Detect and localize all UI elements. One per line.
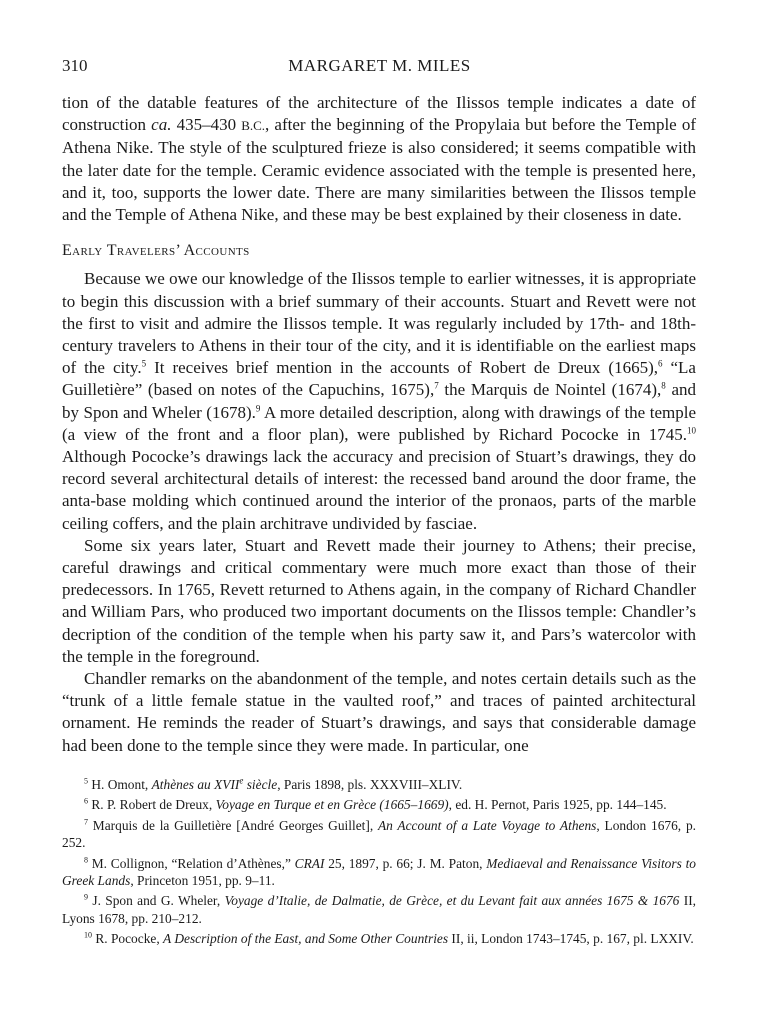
footnote-8: $^8$ M. Collignon, “Relation d’Athènes,” CRAI 25, 1897, p. 66; J. M. Paton, Mediaeval and Renaissance Visitors to Greek Lands, Princeton 1951, pp. 9–11. xyxy=(62,855,696,889)
running-head xyxy=(62,56,697,78)
paragraph: Some six years later, Stuart and Revett made their journey to Athens; their precise, careful drawings and critical commentary were much more exact than those of their predecessors. In 1765, Revett returned to Athens again, in the company of Richard Chandler and William Pars, who produced two important documents on the Ilissos temple: Chandler’s decription of the condition of the temple when his party saw it, and Pars’s watercolor with the temple in the foreground. xyxy=(62,535,696,666)
footnote-6: $^6$ R. P. Robert de Dreux, Voyage en Turque et en Grèce (1665–1669), ed. H. Pernot, Paris 1925, pp. 144–145. xyxy=(84,796,667,813)
body-text xyxy=(62,92,696,757)
paragraph: Because we owe our knowledge of the Ilissos temple to earlier witnesses, it is appropriate to begin this discussion with a brief summary of their accounts. Stuart and Revett were not the first to visit and admire the Ilissos temple. It was regularly included by 17th- and 18th-century travelers to Athens in their tour of the city, and it is identifiable on the earliest maps of the city.$^5$ It receives brief mention in the accounts of Robert de Dreux (1665),$^6$ “La Guilletière” (based on notes of the Capuchins, 1675),$^7$ the Marquis de Nointel (1674),$^8$ and by Spon and Wheler (1678).$^9$ A more detailed description, along with drawings of the temple (a view of the front and a floor plan), were published by Richard Pococke in 1745.10 Although Pococke’s drawings lack the accuracy and precision of Stuart’s drawings, they do record several architectural details of interest: the recessed band around the door frame, the anta-base molding which continued around the interior of the pronaos, parts of the marble ceiling coffers, and the plain architrave undivided by fasciae. xyxy=(62,269,696,533)
footnote-ref: 6 xyxy=(658,358,663,369)
footnote-7: $^7$ Marquis de la Guilletière [André Georges Guillet], An Account of a Late Voyage to Athens, London 1676, p. 252. xyxy=(62,817,696,851)
footnote-5: $^5$ H. Omont, Athènes au XVIIe siècle, Paris 1898, pls. XXXVIII–XLIV. xyxy=(84,775,463,792)
intro-paragraph: tion of the datable features of the architecture of the Ilissos temple indicates a date of construction ca. 435–430 B.C., after the beginning of the Propylaia but before the Temple of Athena Nike. The style of the sculptured frieze is also considered; it seems compatible with the later date for the temple. Ceramic evidence associated with the temple is presented here, and it, too, supports the lower date. There are many similarities between the Ilissos temple and the Temple of Athena Nike, and these may be best explained by their closeness in date. xyxy=(62,93,696,225)
section-heading: Early Travelers’ Accounts xyxy=(62,242,250,260)
footnote-ref: 5 xyxy=(141,358,147,369)
running-head-author: MARGARET M. MILES xyxy=(288,56,471,75)
footnote-ref: 9 xyxy=(255,402,261,413)
footnote-ref: 10 xyxy=(687,425,696,436)
footnotes xyxy=(62,776,696,951)
paragraph: Chandler remarks on the abandonment of the temple, and notes certain details such as the “trunk of a little female statue in the vaulted roof,” and traces of painted architectural ornament. He reminds the reader of Stuart’s drawings, and says that considerable damage had been done to the temple since they were made. In particular, one xyxy=(62,669,696,755)
footnote-ref: 8 xyxy=(661,380,666,391)
footnote-ref: 7 xyxy=(434,380,439,391)
footnote-9: $^9$ J. Spon and G. Wheler, Voyage d’Italie, de Dalmatie, de Grèce, et du Levant fait aux années 1675 & 1676 II, Lyons 1678, pp. 210–212. xyxy=(62,892,696,926)
footnote-10: $^{10}$ R. Pococke, A Description of the East, and Some Other Countries II, ii, London 1743–1745, p. 167, pl. LXXIV. xyxy=(84,930,694,947)
page-number: 310 xyxy=(62,56,88,75)
